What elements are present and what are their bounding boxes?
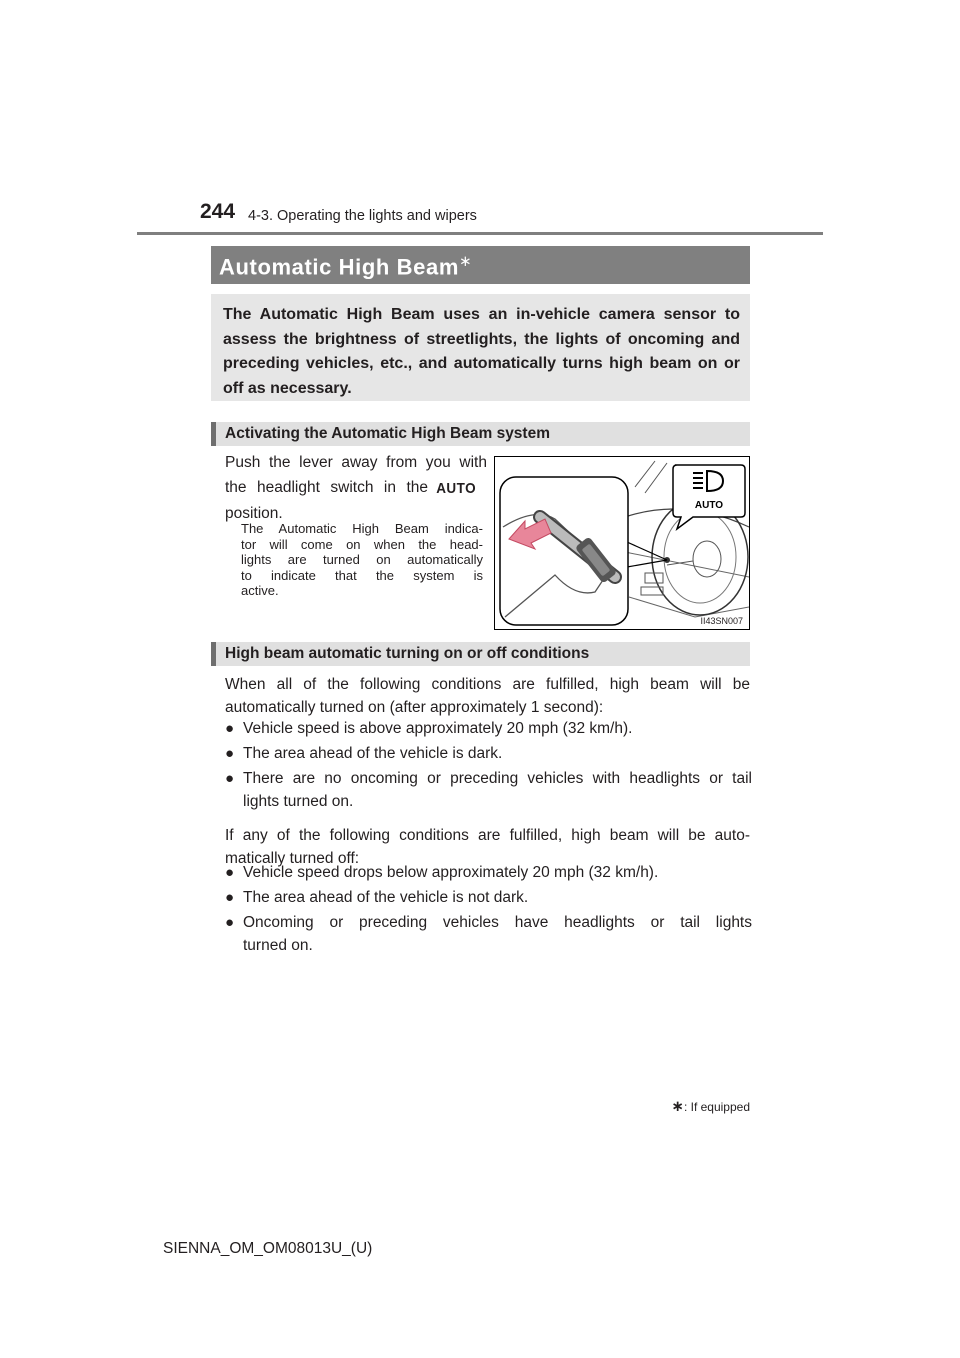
off-item-3	[225, 912, 752, 958]
figure-auto-label: AUTO	[694, 500, 724, 511]
bullet-icon: ●	[225, 914, 235, 931]
note-line-2: tor will come on when the head-	[241, 536, 483, 552]
section-title-bar	[211, 246, 750, 284]
note-line-5: active.	[241, 583, 279, 598]
instruction-line-3: position.	[225, 504, 283, 522]
on-intro-line-2: automatically turned on (after approximately 1 second):	[225, 698, 604, 716]
off-intro-line-2: matically turned off:	[225, 849, 360, 867]
activating-instruction	[225, 452, 487, 525]
on-item-3-line-2: lights turned on.	[243, 792, 354, 810]
note-line-3: lights are turned on automatically	[241, 552, 483, 567]
section-title-text: Automatic High Beam	[219, 254, 459, 280]
on-item-3-text	[243, 768, 752, 813]
conditions-heading: High beam automatic turning on or off conditions	[225, 645, 590, 662]
footnote-text: : If equipped	[683, 1100, 750, 1114]
intro-text: The Automatic High Beam uses an in-vehicle camera sensor to assess the brightness of streetlights, the lights of oncoming and preceding vehicles, etc., and automatically turns high beam on or off as necessary.	[223, 306, 740, 397]
bullet-icon: ●	[225, 889, 235, 906]
instruction-line-2-row	[225, 475, 487, 503]
on-item-2-text: The area ahead of the vehicle is dark.	[243, 745, 503, 762]
lever-illustration-svg	[495, 457, 749, 629]
indicator-note	[241, 521, 483, 599]
footnote	[650, 1097, 750, 1115]
off-item-3-line-1: Oncoming or preceding vehicles have headlights or tail lights	[243, 914, 752, 931]
section-title	[219, 252, 472, 280]
note-line-1: The Automatic High Beam indica-	[241, 521, 483, 536]
off-item-1	[225, 862, 752, 884]
on-item-2	[225, 743, 752, 765]
footnote-mark: ∗	[671, 1098, 684, 1115]
off-intro-line-1: If any of the following conditions are fulfilled, high beam will be auto-	[225, 827, 750, 844]
off-item-3-text	[243, 912, 752, 957]
on-item-1-text: Vehicle speed is above approximately 20 mph (32 km/h).	[243, 720, 633, 737]
off-item-2	[225, 887, 752, 909]
intro-box	[211, 294, 750, 401]
on-conditions-intro	[225, 674, 750, 719]
activating-heading-bar	[211, 422, 750, 446]
note-line-4: to indicate that the system is	[241, 567, 483, 583]
figure-code: II43SN007	[700, 616, 743, 626]
lever-illustration	[494, 456, 750, 630]
document-code: SIENNA_OM_OM08013U_(U)	[163, 1240, 373, 1257]
header-rule	[137, 232, 823, 235]
bullet-icon: ●	[225, 745, 235, 762]
activating-heading: Activating the Automatic High Beam system	[225, 425, 550, 442]
on-item-3-line-1: There are no oncoming or preceding vehicles with headlights or tail	[243, 770, 752, 787]
callout-bubble	[673, 465, 745, 529]
bullet-icon: ●	[225, 864, 235, 881]
off-item-3-line-2: turned on.	[243, 936, 313, 954]
on-item-1	[225, 718, 752, 740]
lever-inset	[500, 477, 628, 625]
instruction-line-1: Push the lever away from you with	[225, 454, 487, 471]
chapter-title: 4-3. Operating the lights and wipers	[248, 208, 477, 224]
on-intro-line-1: When all of the following conditions are fulfilled, high beam will be	[225, 676, 750, 693]
conditions-heading-bar	[211, 642, 750, 666]
equipped-mark: ∗	[458, 253, 473, 270]
instruction-line-2: the headlight switch in the	[225, 478, 428, 496]
auto-symbol: AUTO	[436, 479, 477, 497]
off-item-2-text: The area ahead of the vehicle is not dark.	[243, 889, 529, 906]
off-item-1-text: Vehicle speed drops below approximately 20 mph (32 km/h).	[243, 864, 659, 881]
bullet-icon: ●	[225, 770, 235, 787]
page-number: 244	[200, 200, 236, 223]
on-item-3	[225, 768, 752, 814]
bullet-icon: ●	[225, 720, 235, 737]
